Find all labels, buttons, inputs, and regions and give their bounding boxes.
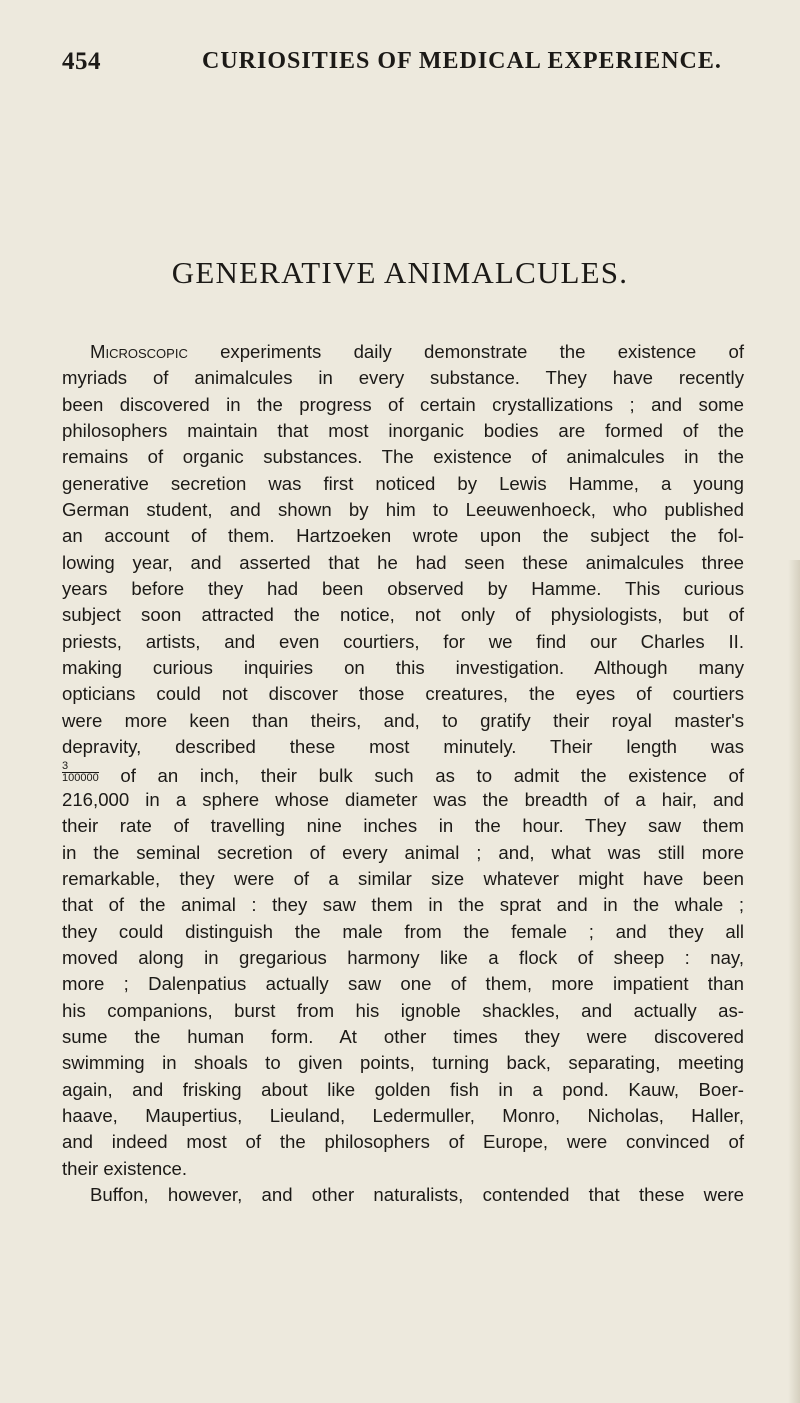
text-line: again, and frisking about like golden fish in a pond. Kauw, Boer-	[62, 1078, 744, 1100]
text-line: his companions, burst from his ignoble shackles, and actually as-	[62, 999, 744, 1021]
text-line: moved along in gregarious harmony like a flock of sheep : nay,	[62, 946, 744, 968]
text-line: Microscopic experiments daily demonstrate the existence of	[90, 341, 744, 362]
text-line: and indeed most of the philosophers of Europe, were convinced of	[62, 1131, 744, 1153]
text-line: myriads of animalcules in every substance. They have recently	[62, 367, 744, 389]
text-line: remains of organic substances. The existence of animalcules in the	[62, 446, 744, 468]
text-line: remarkable, they were of a similar size whatever might have been	[62, 867, 744, 889]
page-number: 454	[62, 48, 101, 75]
text-line: making curious inquiries on this investigation. Although many	[62, 657, 744, 679]
text-line: generative secretion was first noticed by Lewis Hamme, a young	[62, 472, 744, 494]
text-line: been discovered in the progress of certain crystallizations ; and some	[62, 393, 744, 415]
text-line: their rate of travelling nine inches in the hour. They saw them	[62, 815, 744, 837]
text-line: an account of them. Hartzoeken wrote upon the subject the fol-	[62, 525, 744, 547]
fraction-numerator: 3	[62, 759, 69, 772]
text-line: philosophers maintain that most inorganic bodies are formed of the	[62, 420, 744, 442]
text-line: they could distinguish the male from the female ; and they all	[62, 920, 744, 942]
running-head	[62, 48, 748, 78]
text-line: their existence.	[62, 1157, 188, 1179]
text-line: years before they had been observed by Hamme. This curious	[62, 578, 744, 600]
text-line: lowing year, and asserted that he had seen these animalcules three	[62, 551, 744, 573]
body-text	[62, 339, 744, 1208]
text-line: sume the human form. At other times they were discovered	[62, 1025, 744, 1047]
text-line: depravity, described these most minutely. Their length was	[62, 736, 744, 758]
text-line: opticians could not discover those creatures, the eyes of courtiers	[62, 683, 744, 705]
text-line: 216,000 in a sphere whose diameter was the breadth of a hair, and	[62, 788, 744, 810]
text-line: subject soon attracted the notice, not only of physiologists, but of	[62, 604, 744, 626]
text-line: Buffon, however, and other naturalists, contended that these were	[90, 1184, 744, 1205]
page-edge-shadow	[788, 560, 800, 1403]
running-title: CURIOSITIES OF MEDICAL EXPERIENCE.	[202, 48, 722, 74]
text-line: more ; Dalenpatius actually saw one of them, more impatient than	[62, 973, 744, 995]
text-line: swimming in shoals to given points, turning back, separating, meeting	[62, 1052, 744, 1074]
text-line: German student, and shown by him to Leeuwenhoeck, who published	[62, 499, 744, 521]
text-line: haave, Maupertius, Lieuland, Ledermuller, Monro, Nicholas, Haller,	[62, 1104, 744, 1126]
text-line: $\frac{3}{100000}$ of an inch, their bulk such as to admit the existence of	[62, 759, 744, 786]
fraction	[62, 761, 99, 784]
drop-word: Microscopic	[90, 341, 188, 362]
text-line: that of the animal : they saw them in the sprat and in the whale ;	[62, 894, 744, 916]
text-line: were more keen than theirs, and, to gratify their royal master's	[62, 709, 744, 731]
text-line: in the seminal secretion of every animal ; and, what was still more	[62, 841, 744, 863]
fraction-denominator: 100000	[62, 771, 99, 784]
chapter-title: GENERATIVE ANIMALCULES.	[171, 255, 629, 290]
text-line: priests, artists, and even courtiers, for we find our Charles II.	[62, 630, 744, 652]
